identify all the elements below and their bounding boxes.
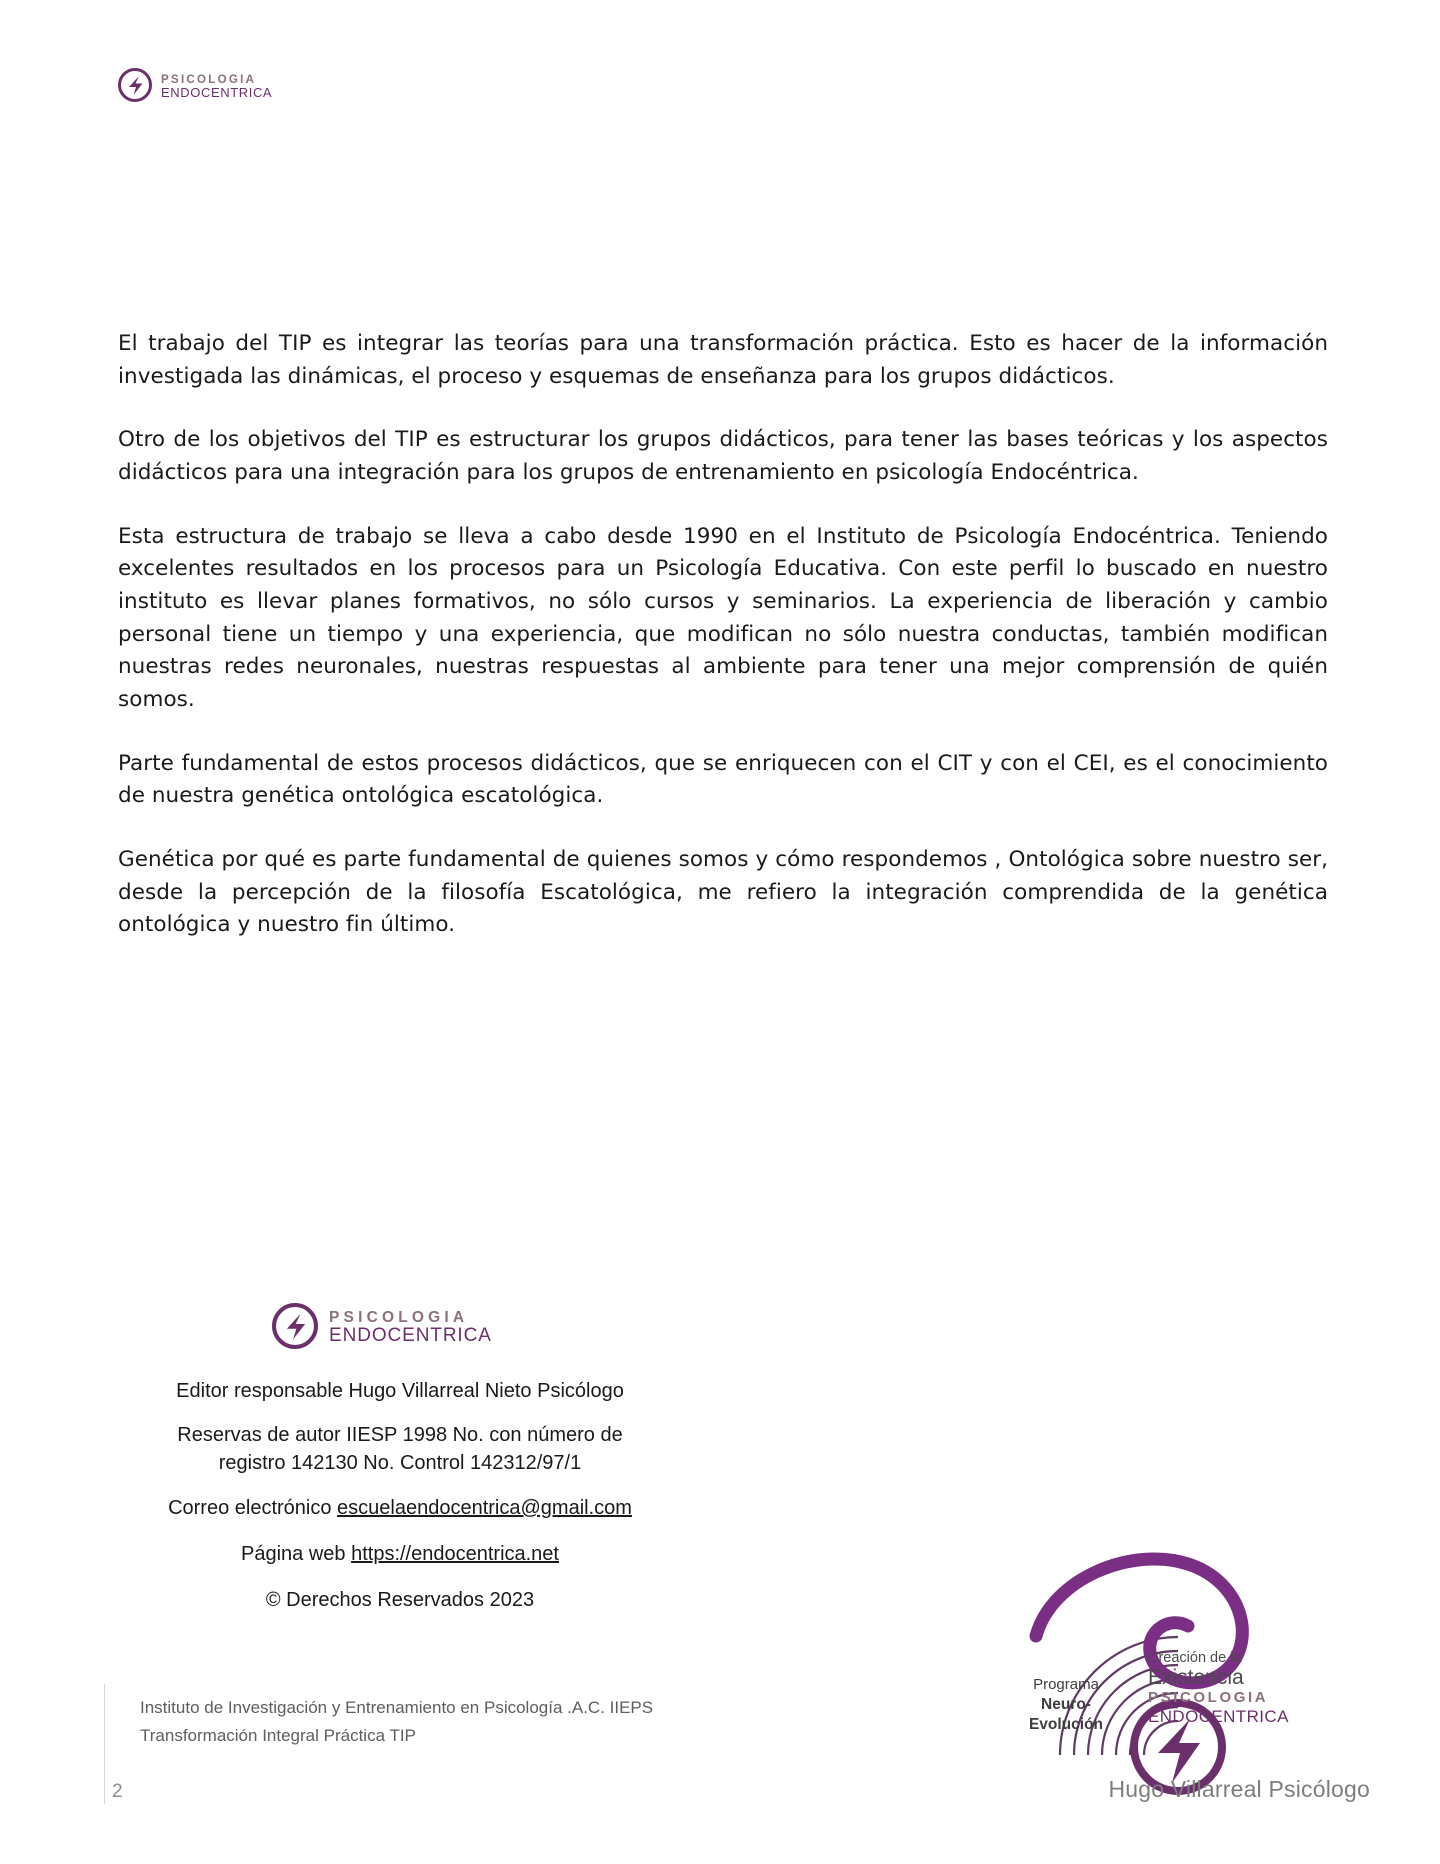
footer-email-link[interactable]: escuelaendocentrica@gmail.com xyxy=(337,1497,632,1520)
paragraph-3: Esta estructura de trabajo se lleva a cabo desde 1990 en el Instituto de Psicología Endocéntrica. Teniendo excelentes resultados en los procesos para un Psicología Educativa. Con este perfil lo buscado en nuestro instituto es llevar planes formativos, no sólo cursos y seminarios. La experiencia de liberación y cambio personal tiene un tiempo y una experiencia, que modifican no sólo nuestra conductas, también modifican nuestras redes neuronales, nuestras respuestas al ambiente para tener una mejor comprensión de quién somos. xyxy=(118,523,1328,713)
footer-copyright: © Derechos Reservados 2023 xyxy=(265,1589,535,1612)
footer-smallprint xyxy=(140,1694,653,1749)
paragraph-5: Genética por qué es parte fundamental de quienes somos y cómo respondemos , Ontológica sobre nuestro ser, desde la percepción de la filosofía Escatológica, me refiero la integración comprendida de la genética ontológica y nuestro fin último. xyxy=(118,847,1328,938)
footer-editor: Editor responsable Hugo Villarreal Nieto Psicólogo xyxy=(176,1380,624,1402)
footer-correo-label: Correo electrónico xyxy=(168,1497,338,1520)
endocentrica-circle-icon-footer xyxy=(272,1303,318,1353)
footer-logo-text xyxy=(329,1310,492,1345)
paragraph-1: El trabajo del TIP es integrar las teorías para una transformación práctica. Esto es hacer de la información investigada las dinámicas, el proceso y esquemas de enseñanza para los grupos didácticos. xyxy=(118,331,1328,389)
emblem-existencia-label: Existencia xyxy=(1148,1666,1244,1690)
page-number: 2 xyxy=(112,1781,123,1802)
footer-logo-line1: PSICOLOGIA xyxy=(329,1309,469,1327)
smallprint-line1: Instituto de Investigación y Entrenamiento en Psicología .A.C. IIEPS xyxy=(140,1698,654,1717)
footer-logo xyxy=(272,1303,492,1353)
endocentrica-circle-icon xyxy=(118,68,152,106)
footer-web-label: Página web xyxy=(241,1543,352,1566)
footer-logo-line2: ENDOCENTRICA xyxy=(329,1325,492,1347)
header-logo-text xyxy=(161,75,272,100)
emblem-programa-line1: Programa xyxy=(1033,1676,1099,1693)
paragraph-2: Otro de los objetivos del TIP es estructurar los grupos didácticos, para tener las bases teóricas y los aspectos didácticos para una integración para los grupos de entrenamiento en psicología Endocéntrica. xyxy=(118,427,1328,486)
footer-reservas-line2: registro 142130 No. Control 142312/97/1 xyxy=(218,1451,582,1474)
emblem-programa-label xyxy=(1006,1676,1126,1734)
margin-divider xyxy=(104,1684,105,1804)
header-logo-line2: ENDOCENTRICA xyxy=(161,85,273,101)
header-logo-line1: PSICOLOGIA xyxy=(161,73,257,86)
footer-web xyxy=(0,1539,800,1569)
footer-info xyxy=(0,1376,800,1631)
paragraph-4: Parte fundamental de estos procesos didácticos, que se enriquecen con el CIT y con el CEI, es el conocimiento de nuestra genética ontológica escatológica. xyxy=(118,750,1328,809)
emblem-right-labels xyxy=(1148,1650,1358,1726)
footer-website-link[interactable]: https://endocentrica.net xyxy=(351,1543,559,1566)
footer-reservas xyxy=(0,1422,800,1477)
footer-correo xyxy=(0,1493,800,1523)
emblem-psicologia-label: PSICOLOGIA xyxy=(1148,1688,1269,1706)
emblem-creacion-label: Creación de la xyxy=(1148,1650,1242,1666)
footer-reservas-line1: Reservas de autor IIESP 1998 No. con número de xyxy=(177,1424,623,1446)
header-logo xyxy=(118,68,272,106)
emblem-programa-line2: Neuro-Evolución xyxy=(1028,1695,1104,1733)
emblem-endocentrica-label: ENDOCENTRICA xyxy=(1148,1706,1289,1726)
document-body xyxy=(118,328,1328,942)
smallprint-line2: Transformación Integral Práctica TIP xyxy=(140,1725,416,1745)
emblem-caption: Hugo Villarreal Psicólogo xyxy=(1108,1776,1370,1802)
